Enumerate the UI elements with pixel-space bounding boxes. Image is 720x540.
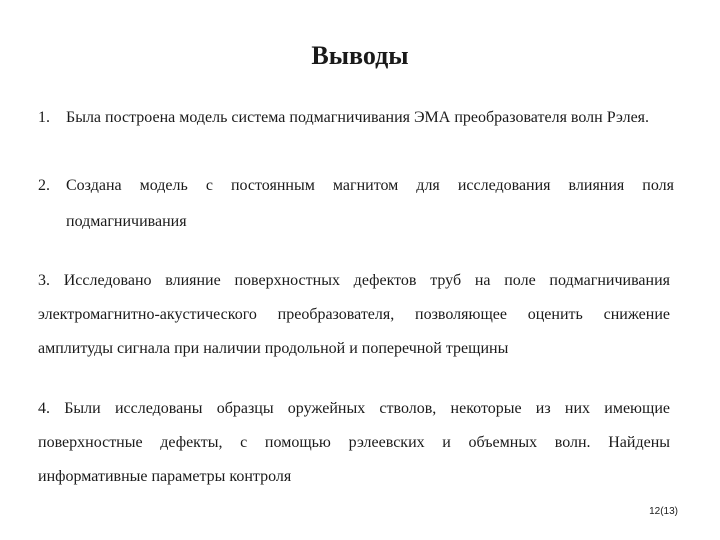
item-text: Создана модель с постоянным магнитом для исследования влияния поля подмагничивания (66, 177, 674, 230)
conclusion-paragraph-4: 4. Были исследованы образцы оружейных стволов, некоторые из них имеющие поверхностные дефекты, с помощью рэлеевских и объемных волн. Найдены информативные параметры контроля (38, 400, 670, 485)
slide-title: Выводы (311, 41, 409, 70)
conclusion-item-2 (38, 168, 674, 240)
item-text: Была построена модель система подмагничивания ЭМА преобразователя волн Рэлея. (66, 109, 650, 126)
conclusion-paragraph-3: 3. Исследовано влияние поверхностных дефектов труб на поле подмагничивания электромагнитно-акустического преобразователя, позволяющее оценить снижение амплитуды сигнала при наличии продольной и поперечной трещины (38, 272, 670, 357)
page-number: 12(13) (649, 506, 678, 517)
item-number: 1. (38, 109, 50, 126)
item-number: 2. (38, 177, 50, 194)
conclusion-item-1 (38, 100, 674, 136)
